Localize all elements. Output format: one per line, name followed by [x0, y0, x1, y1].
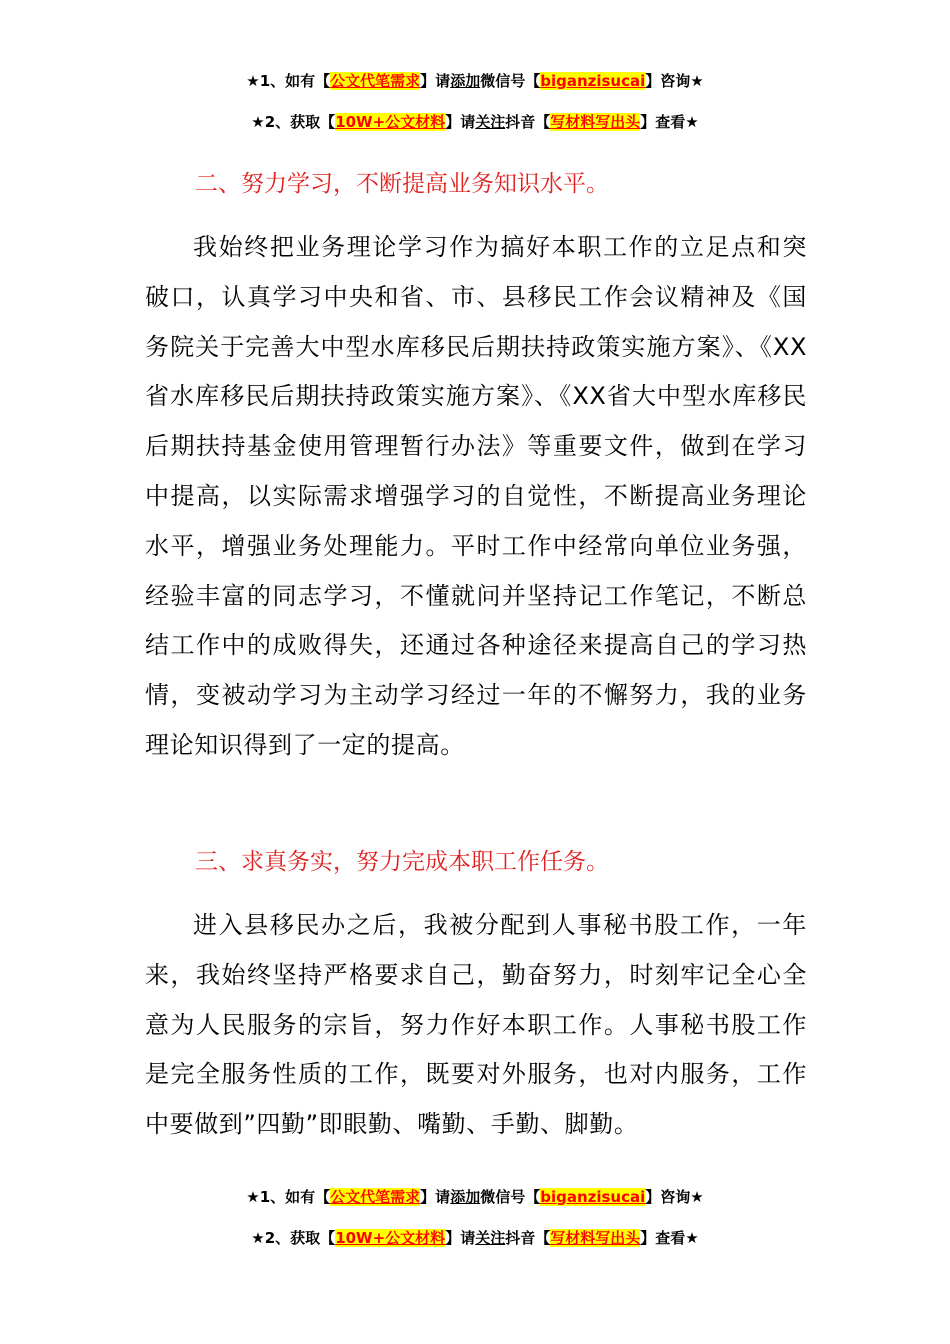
promo-text: 】请	[445, 1229, 476, 1247]
promo-highlight: 公文代笔需求	[330, 72, 421, 90]
promo-text: 】请	[420, 72, 451, 90]
promo-underline: 添加	[450, 72, 481, 90]
promo-top-line-2	[0, 111, 950, 133]
promo-text: 】请	[420, 1188, 451, 1206]
promo-suffix: 】查看★	[640, 113, 699, 131]
promo-text: 微信号【	[480, 1188, 541, 1206]
promo-bottom-line-2	[0, 1227, 950, 1249]
promo-douyin-id: 写材料写出头	[550, 1229, 641, 1247]
promo-prefix: ★1、如有【	[246, 72, 331, 90]
promo-prefix: ★2、获取【	[251, 113, 336, 131]
promo-wechat-id: biganzisucai	[540, 72, 646, 90]
section-3-paragraph: 进入县移民办之后，我被分配到人事秘书股工作，一年来，我始终坚持严格要求自己，勤奋努力，时刻牢记全心全意为人民服务的宗旨，努力作好本职工作。人事秘书股工作是完全服务性质的工作，既要对外服务，也对内服务，工作中要做到”四勤”即眼勤、嘴勤、手勤、脚勤。	[145, 911, 807, 1139]
promo-text: 抖音【	[505, 113, 551, 131]
promo-text: 】请	[445, 113, 476, 131]
promo-highlight: 10W+公文材料	[335, 1229, 446, 1247]
section-2-heading: 二、努力学习，不断提高业务知识水平。	[195, 171, 609, 197]
promo-wechat-id: biganzisucai	[540, 1188, 646, 1206]
promo-underline: 关注	[475, 1229, 506, 1247]
promo-underline: 添加	[450, 1188, 481, 1206]
promo-text: 抖音【	[505, 1229, 551, 1247]
promo-top-line-1	[0, 70, 950, 92]
promo-douyin-id: 写材料写出头	[550, 113, 641, 131]
promo-prefix: ★2、获取【	[251, 1229, 336, 1247]
promo-underline: 关注	[475, 113, 506, 131]
promo-prefix: ★1、如有【	[246, 1188, 331, 1206]
promo-highlight: 10W+公文材料	[335, 113, 446, 131]
promo-bottom-line-1	[0, 1186, 950, 1208]
promo-suffix: 】咨询★	[645, 72, 704, 90]
promo-text: 微信号【	[480, 72, 541, 90]
promo-suffix: 】咨询★	[645, 1188, 704, 1206]
promo-highlight: 公文代笔需求	[330, 1188, 421, 1206]
section-3-heading: 三、求真务实，努力完成本职工作任务。	[195, 849, 609, 875]
promo-suffix: 】查看★	[640, 1229, 699, 1247]
section-2-paragraph: 我始终把业务理论学习作为搞好本职工作的立足点和突破口，认真学习中央和省、市、县移民工作会议精神及《国务院关于完善大中型水库移民后期扶持政策实施方案》、《XX省水库移民后期扶持政策实施方案》、《XX省大中型水库移民后期扶持基金使用管理暂行办法》等重要文件，做到在学习中提高，以实际需求增强学习的自觉性，不断提高业务理论水平，增强业务处理能力。平时工作中经常向单位业务强，经验丰富的同志学习，不懂就问并坚持记工作笔记，不断总结工作中的成败得失，还通过各种途径来提高自己的学习热情，变被动学习为主动学习经过一年的不懈努力，我的业务理论知识得到了一定的提高。	[145, 233, 807, 759]
